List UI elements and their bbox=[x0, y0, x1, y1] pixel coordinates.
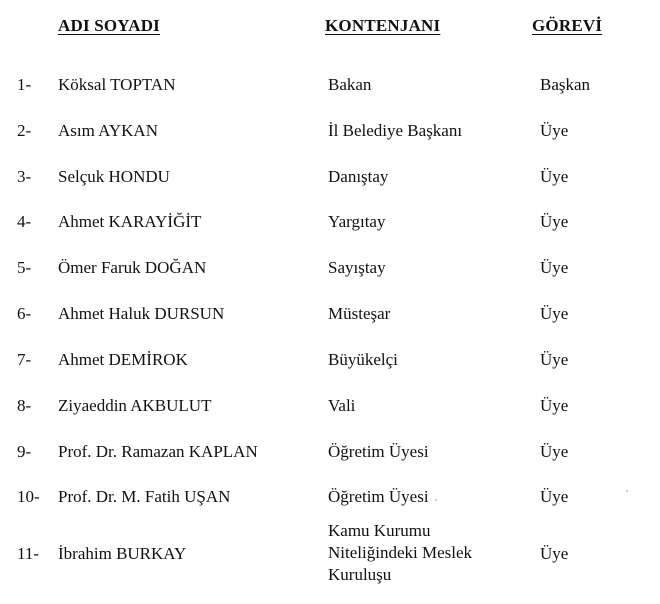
member-quota: İl Belediye Başkanı bbox=[328, 121, 463, 140]
member-quota: Öğretim Üyesi bbox=[328, 487, 429, 506]
member-name: Ömer Faruk DOĞAN bbox=[58, 258, 207, 277]
row-number: 7- bbox=[17, 350, 32, 369]
member-role: Üye bbox=[540, 258, 569, 277]
member-name: Prof. Dr. Ramazan KAPLAN bbox=[58, 442, 258, 461]
member-role: Üye bbox=[540, 487, 569, 506]
member-quota: Yargıtay bbox=[328, 212, 386, 231]
member-role: Üye bbox=[540, 167, 569, 186]
member-name: Ahmet DEMİROK bbox=[58, 350, 188, 369]
member-name: Ahmet Haluk DURSUN bbox=[58, 304, 225, 323]
member-quota: Vali bbox=[328, 396, 356, 415]
row-number: 1- bbox=[17, 75, 32, 94]
row-number: 4- bbox=[17, 212, 32, 231]
row-number: 2- bbox=[17, 121, 32, 140]
member-quota: Büyükelçi bbox=[328, 350, 398, 369]
member-role: Üye bbox=[540, 544, 569, 563]
member-role: Üye bbox=[540, 350, 569, 369]
row-number: 6- bbox=[17, 304, 32, 323]
member-role: Üye bbox=[540, 212, 569, 231]
member-role: Başkan bbox=[540, 75, 591, 94]
member-role: Üye bbox=[540, 442, 569, 461]
member-quota: Müsteşar bbox=[328, 304, 391, 323]
row-number: 10- bbox=[17, 487, 40, 506]
member-quota: Bakan bbox=[328, 75, 372, 94]
member-quota: Danıştay bbox=[328, 167, 389, 186]
row-number: 5- bbox=[17, 258, 32, 277]
row-number: 8- bbox=[17, 396, 32, 415]
row-number: 9- bbox=[17, 442, 32, 461]
member-quota: Sayıştay bbox=[328, 258, 386, 277]
member-name: Asım AYKAN bbox=[58, 121, 158, 140]
member-name: Ziyaeddin AKBULUT bbox=[58, 396, 212, 415]
row-number: 3- bbox=[17, 167, 32, 186]
member-name: Ahmet KARAYİĞİT bbox=[58, 212, 202, 231]
member-quota: Öğretim Üyesi bbox=[328, 442, 429, 461]
member-quota: Kamu Kurumu Niteliğindeki Meslek Kuruluşu bbox=[328, 521, 473, 584]
member-name: Selçuk HONDU bbox=[58, 167, 170, 186]
scan-speck bbox=[435, 499, 437, 501]
member-name: Köksal TOPTAN bbox=[58, 75, 176, 94]
header-name: ADI SOYADI bbox=[58, 16, 160, 35]
member-role: Üye bbox=[540, 121, 569, 140]
member-name: Prof. Dr. M. Fatih UŞAN bbox=[58, 487, 231, 506]
scan-speck bbox=[626, 490, 628, 492]
header-role: GÖREVİ bbox=[532, 16, 603, 35]
member-name: İbrahim BURKAY bbox=[58, 544, 187, 563]
member-role: Üye bbox=[540, 304, 569, 323]
header-quota: KONTENJANI bbox=[325, 16, 441, 35]
member-role: Üye bbox=[540, 396, 569, 415]
row-number: 11- bbox=[17, 544, 40, 563]
